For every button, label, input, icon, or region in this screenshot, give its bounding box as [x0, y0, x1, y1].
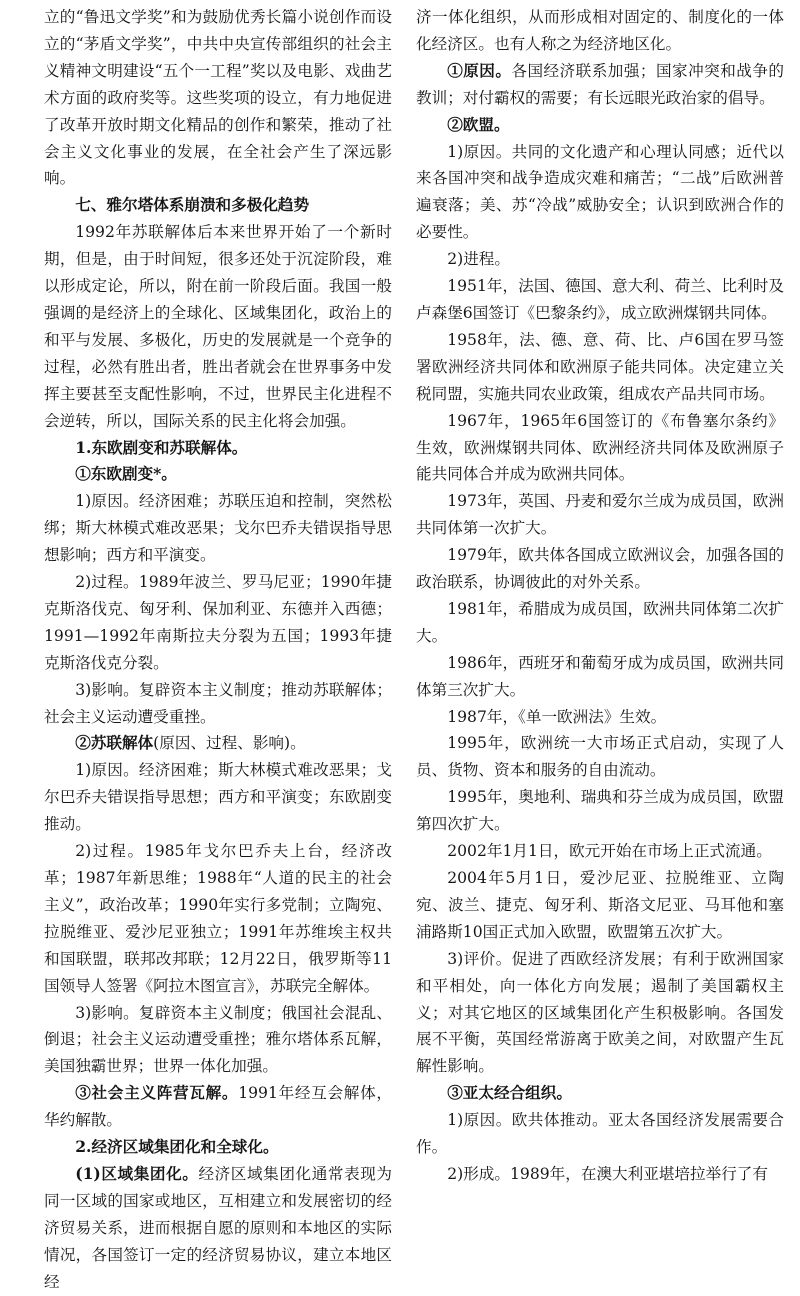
left-paragraph: 2)过程。1989年波兰、罗马尼亚；1990年捷克斯洛伐克、匈牙利、保加利亚、东德并入西德；1991—1992年南斯拉夫分裂为五国；1993年捷克斯洛伐克分裂。: [44, 573, 392, 672]
right-paragraph: ②欧盟。: [447, 114, 510, 134]
right-paragraph: 济一体化组织，从而形成相对固定的、制度化的一体化经济区。也有人称之为经济地区化。: [416, 8, 784, 53]
left-paragraph: 3)影响。复辟资本主义制度；俄国社会混乱、倒退；社会主义运动遭受重挫；雅尔塔体系瓦解，美国独霸世界；世界一体化加强。: [44, 1003, 392, 1076]
left-paragraph: ①东欧剧变*。: [75, 464, 177, 484]
left-paragraph: 3)影响。复辟资本主义制度；推动苏联解体；社会主义运动遭受重挫。: [44, 680, 392, 726]
paragraph-heading: ③社会主义阵营瓦解。: [75, 1083, 239, 1103]
left-paragraph: 1)原因。经济困难；苏联压迫和控制，突然松绑；斯大林模式难改恶果；戈尔巴乔夫错误指导思想影响；西方和平演变。: [44, 492, 392, 565]
left-paragraph: 1)原因。经济困难；斯大林模式难改恶果；戈尔巴乔夫错误指导思想；西方和平演变；东欧剧变推动。: [44, 761, 392, 834]
right-paragraph: [416, 58, 784, 112]
right-paragraph: ③亚太经合组织。: [447, 1083, 572, 1103]
right-paragraph: 1981年，希腊成为成员国，欧洲共同体第二次扩大。: [416, 599, 784, 645]
right-paragraph: 2002年1月1日，欧元开始在市场上正式流通。: [447, 842, 772, 861]
left-column: [44, 4, 392, 1296]
right-paragraph: 1951年，法国、德国、意大利、荷兰、比利时及卢森堡6国签订《巴黎条约》，成立欧洲煤钢共同体。: [416, 277, 784, 322]
right-paragraph: 1967年，1965年6国签订的《布鲁塞尔条约》生效，欧洲煤钢共同体、欧洲经济共同体及欧洲原子能共同体合并成为欧洲共同体。: [416, 411, 784, 484]
right-paragraph: 1)原因。共同的文化遗产和心理认同感；近代以来各国冲突和战争造成灾难和痛苦；“二战”后欧洲普遍衰落；美、苏“冷战”威胁安全；认识到欧洲合作的必要性。: [416, 142, 784, 242]
paragraph-heading: ①原因。: [447, 60, 512, 80]
right-paragraph: 1986年，西班牙和葡萄牙成为成员国，欧洲共同体第三次扩大。: [416, 653, 784, 699]
right-paragraph: 1987年，《单一欧洲法》生效。: [447, 707, 667, 726]
right-paragraph: 1979年，欧共体各国成立欧洲议会，加强各国的政治联系，协调彼此的对外关系。: [416, 546, 784, 592]
right-paragraph: 1995年，欧洲统一大市场正式启动，实现了人员、货物、资本和服务的自由流动。: [416, 734, 784, 780]
left-paragraph: [44, 1080, 392, 1134]
right-paragraph: 2)形成。1989年，在澳大利亚堪培拉举行了有: [447, 1164, 768, 1183]
left-paragraph: 2.经济区域集团化和全球化。: [75, 1137, 279, 1157]
left-paragraph: 1.东欧剧变和苏联解体。: [75, 437, 248, 457]
right-paragraph: 2004年5月1日，爱沙尼亚、拉脱维亚、立陶宛、波兰、捷克、匈牙利、斯洛文尼亚、马耳他和塞浦路斯10国正式加入欧盟，欧盟第五次扩大。: [416, 869, 784, 941]
paragraph-heading: ②苏联解体: [75, 733, 154, 753]
left-paragraph: 1992年苏联解体后本来世界开始了一个新时期，但是，由于时间短，很多还处于沉淀阶段，难以形成定论，所以，附在前一阶段后面。我国一般强调的是经济上的全球化、区域集团化，政治上的和平与发展、多极化，历史的发展就是一个竞争的过程，必然有胜出者，胜出者就会在世界事务中发挥主要甚至支配性影响，不过，世界民主化进程不会逆转，所以，国际关系的民主化将会加强。: [44, 223, 392, 430]
right-paragraph: 3)评价。促进了西欧经济发展；有利于欧洲国家和平相处，向一体化方向发展；遏制了美国霸权主义；对其它地区的区域集团化产生积极影响。各国发展不平衡，英国经常游离于欧美之间，对欧盟产生瓦解性影响。: [416, 949, 784, 1076]
left-paragraph: 立的“鲁迅文学奖”和为鼓励优秀长篇小说创作而设立的“茅盾文学奖”，中共中央宣传部组织的社会主义精神文明建设“五个一工程”奖以及电影、戏曲艺术方面的政府奖等。这些奖项的设立，有力地促进了改革开放时期文化精品的创作和繁荣，推动了社会主义文化事业的发展，在全社会产生了深远影响。: [44, 8, 392, 188]
right-column: [416, 4, 784, 1188]
left-paragraph: 七、雅尔塔体系崩溃和多极化趋势: [75, 195, 310, 215]
paragraph-text: 各国经济联系加强；国家冲突和战争的教训；对付霸权的需要；有长远眼光政治家的倡导。: [416, 61, 784, 107]
left-paragraph: [44, 730, 392, 757]
paragraph-heading: (1)区域集团化。: [75, 1163, 199, 1183]
right-paragraph: 2)进程。: [447, 250, 510, 269]
paragraph-text: (原因、过程、影响)。: [153, 734, 306, 753]
paragraph-text: 经济区域集团化通常表现为同一区域的国家或地区，互相建立和发展密切的经济贸易关系，进而根据自愿的原则和本地区的实际情况，各国签订一定的经济贸易协议，建立本地区经: [44, 1164, 392, 1291]
right-paragraph: 1)原因。欧共体推动。亚太各国经济发展需要合作。: [416, 1111, 784, 1157]
right-paragraph: 1995年，奥地利、瑞典和芬兰成为成员国，欧盟第四次扩大。: [416, 788, 784, 834]
right-paragraph: 1958年，法、德、意、荷、比、卢6国在罗马签署欧洲经济共同体和欧洲原子能共同体。决定建立关税同盟，实施共同农业政策，组成农产品共同市场。: [416, 330, 784, 403]
paragraph-text: 1991年经互会解体，华约解散。: [44, 1084, 392, 1130]
right-paragraph: 1973年，英国、丹麦和爱尔兰成为成员国，欧洲共同体第一次扩大。: [416, 492, 784, 538]
left-paragraph: 2)过程。1985年戈尔巴乔夫上台，经济改革；1987年新思维；1988年“人道的民主的社会主义”，政治改革；1990年实行多党制；立陶宛、拉脱维亚、爱沙尼亚独立；1991年苏维埃主权共和国联盟，联邦改邦联；12月22日，俄罗斯等11国领导人签署《阿拉木图宣言》，苏联完全解体。: [44, 842, 392, 995]
left-paragraph: [44, 1161, 392, 1296]
